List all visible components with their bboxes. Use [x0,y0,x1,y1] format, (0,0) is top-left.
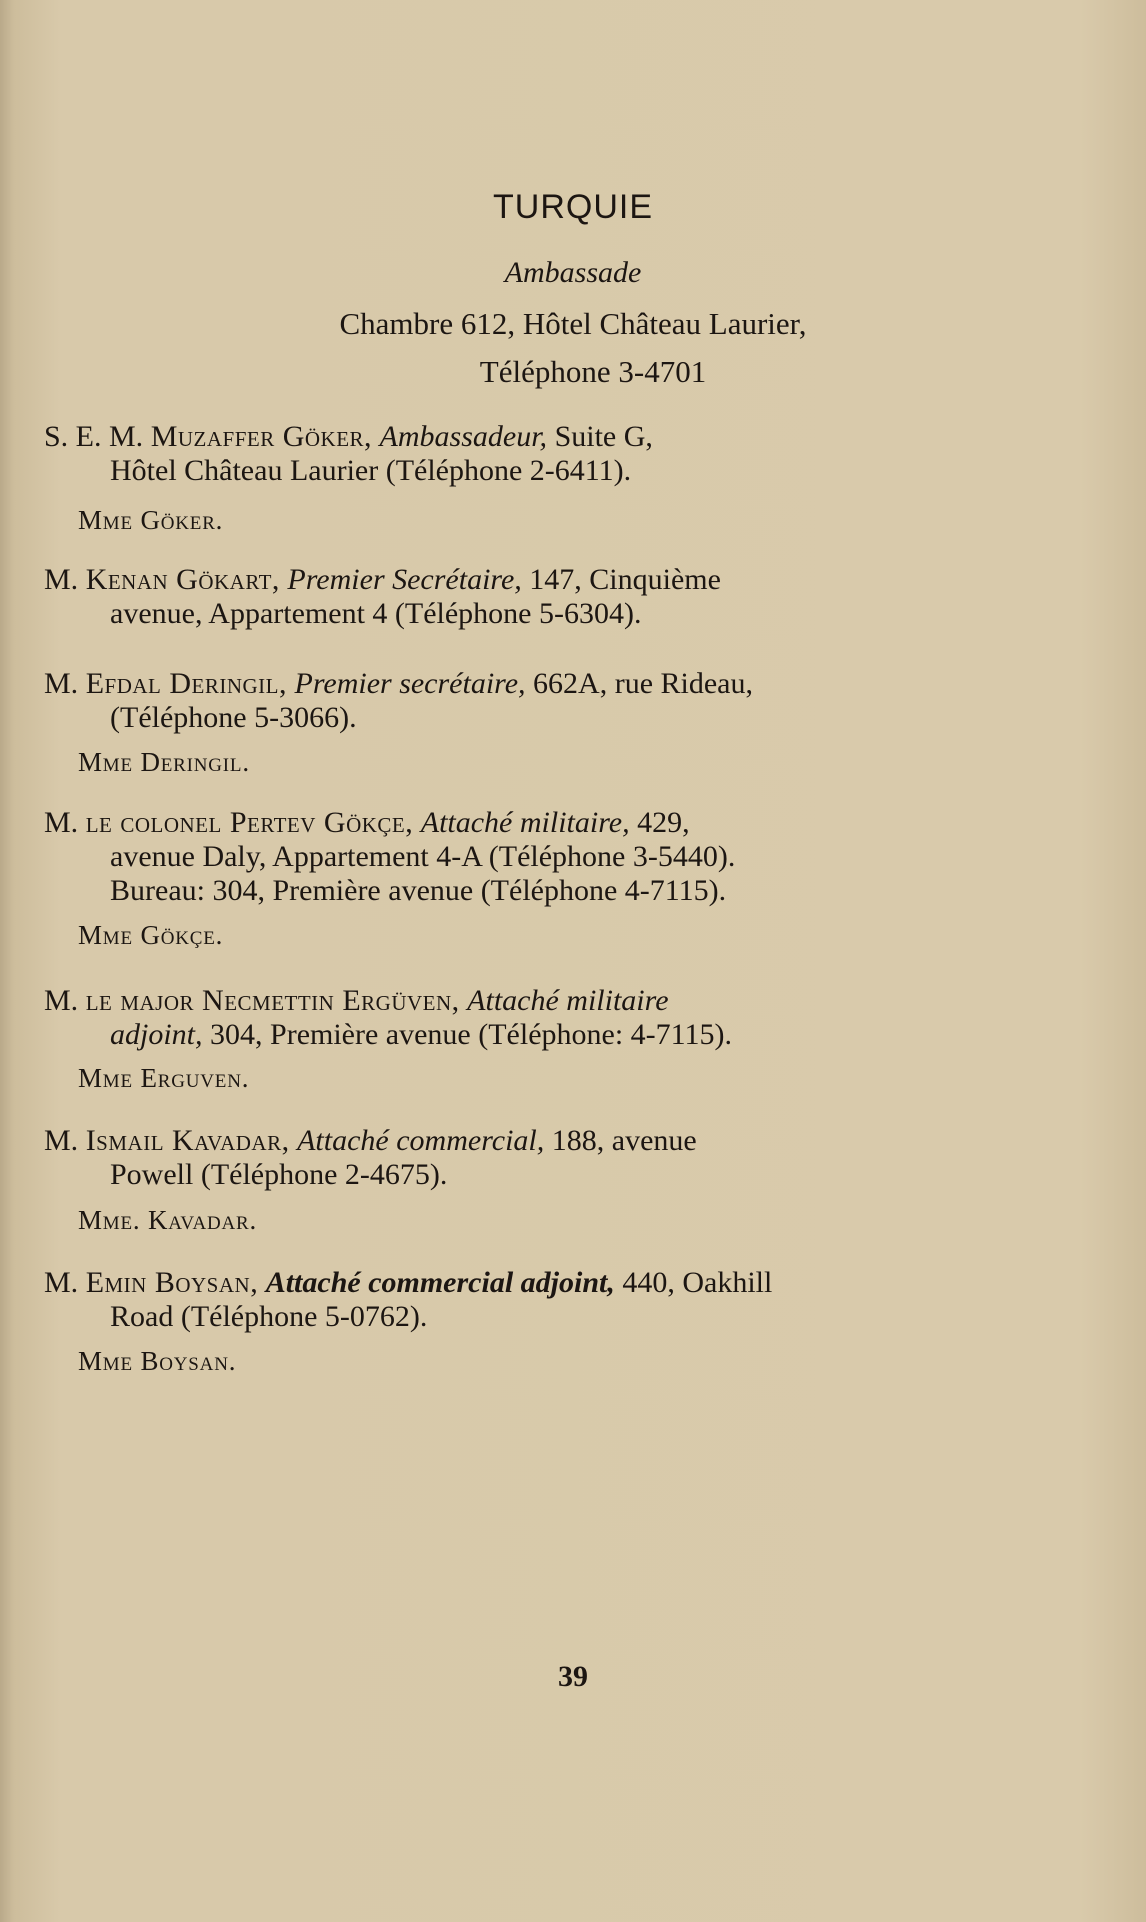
list-item [44,420,944,488]
entry-first-line: M. le colonel Pertev Gökçe, Attaché militaire, 429, [44,806,690,839]
list-item [44,1266,944,1334]
entry-name: Kenan Gökart, [85,563,280,596]
list-item [44,1124,944,1192]
entry-details: Suite G, [554,420,653,453]
entry-first-line: M. le major Necmettin Ergüven, Attaché militaire [44,984,669,1017]
entry-first-line: M. Kenan Gökart, Premier Secrétaire, 147, Cinquième [44,563,721,596]
entry-name: Emin Boysan, [85,1266,259,1299]
entry-role: Attaché commercial, [297,1124,545,1157]
entry-first-line: M. Emin Boysan, Attaché commercial adjoint, 440, Oakhill [44,1266,773,1299]
entry-first-line: S. E. M. Muzaffer Göker, Ambassadeur, Suite G, [44,420,653,453]
entry-details: 188, avenue [551,1124,697,1157]
entry-third-line: Bureau: 304, Première avenue (Téléphone 4-7115). [110,874,727,907]
page-subtitle: Ambassade [504,256,642,289]
spouse-name: Mme. Kavadar. [78,1205,258,1235]
embassy-address: Chambre 612, Hôtel Château Laurier, [339,306,807,341]
entry-details: 147, Cinquième [529,563,721,596]
entry-first-line: M. Ismail Kavadar, Attaché commercial, 188, avenue [44,1124,697,1157]
page-title: TURQUIE [493,188,653,226]
entry-second-line: Road (Téléphone 5-0762). [110,1300,428,1333]
entry-name: Efdal Deringil, [85,667,287,700]
spouse-name: Mme Boysan. [78,1346,237,1376]
entry-role: Premier secrétaire, [294,667,526,700]
entry-name: le major Necmettin Ergüven, [85,984,460,1017]
entry-role-continued: adjoint, [110,1018,203,1051]
entry-role: Ambassadeur, [379,420,548,453]
entry-second-line: Powell (Téléphone 2-4675). [110,1158,448,1191]
spouse-name: Mme Göker. [78,505,224,535]
spouse-name: Mme Gökçe. [78,920,224,950]
entry-name: le colonel Pertev Gökçe, [85,806,414,839]
entry-second-line: (Téléphone 5-3066). [110,701,357,734]
spouse-name: Mme Deringil. [78,747,250,777]
page-number: 39 [558,1660,588,1693]
entry-first-line: M. Efdal Deringil, Premier secrétaire, 662A, rue Rideau, [44,667,753,700]
entry-role: Attaché militaire, [420,806,630,839]
spouse-name: Mme Erguven. [78,1063,250,1093]
list-item [44,563,944,631]
entry-details: 429, [637,806,690,839]
entry-second-line: avenue Daly, Appartement 4-A (Téléphone 3-5440). [110,840,736,873]
entry-role: Attaché militaire [467,984,669,1017]
list-item [44,984,944,1052]
entry-second-line: avenue, Appartement 4 (Téléphone 5-6304). [110,597,642,630]
entry-role: Attaché commercial adjoint, [265,1266,615,1299]
entry-second-line: Hôtel Château Laurier (Téléphone 2-6411). [110,454,632,487]
entry-second-line: adjoint, 304, Première avenue (Téléphone: 4-7115). [110,1018,733,1051]
entry-details: 662A, rue Rideau, [533,667,753,700]
list-item [44,806,944,908]
list-item [44,667,944,735]
entry-role: Premier Secrétaire, [287,563,522,596]
embassy-phone: Téléphone 3-4701 [479,354,707,389]
entry-name: Ismail Kavadar, [85,1124,290,1157]
entry-name: Muzaffer Göker, [150,420,373,453]
entry-details: 440, Oakhill [622,1266,773,1299]
